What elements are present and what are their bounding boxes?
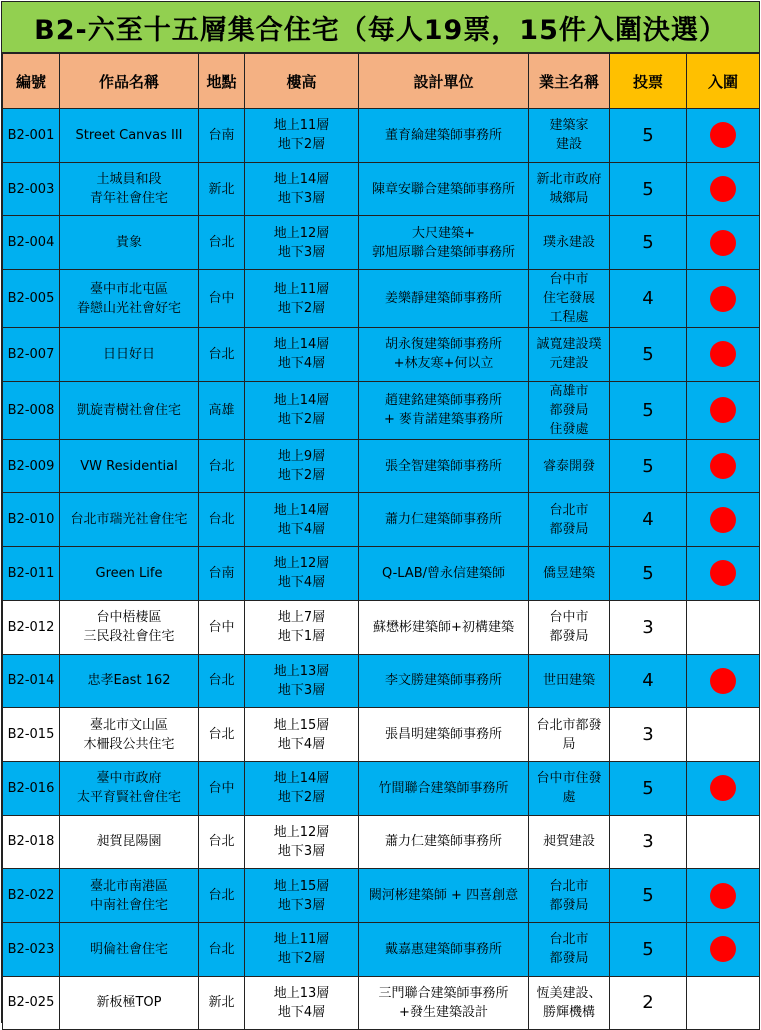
header-name: 作品名稱 — [60, 54, 199, 109]
cell-code: B2-011 — [3, 547, 60, 601]
cell-designer: 蕭力仁建築師事務所 — [359, 493, 529, 547]
table-row — [3, 761, 760, 815]
cell-code: B2-023 — [3, 922, 60, 976]
cell-location: 台中 — [199, 270, 245, 328]
cell-designer: 竹間聯合建築師事務所 — [359, 761, 529, 815]
cell-name: 新板極TOP — [60, 976, 199, 1030]
selected-dot-icon — [710, 286, 736, 312]
table-row — [3, 216, 760, 270]
cell-votes: 5 — [610, 328, 687, 382]
table-body — [3, 109, 760, 1030]
cell-code: B2-022 — [3, 869, 60, 923]
cell-owner: 僑昱建築 — [529, 547, 610, 601]
cell-designer: 張昌明建築師事務所 — [359, 708, 529, 762]
cell-floors: 地上11層 地下2層 — [245, 109, 359, 163]
cell-code: B2-007 — [3, 328, 60, 382]
cell-owner: 台中市 都發局 — [529, 600, 610, 654]
cell-selected — [687, 922, 760, 976]
selected-dot-icon — [710, 560, 736, 586]
table-row — [3, 493, 760, 547]
cell-location: 台中 — [199, 600, 245, 654]
cell-votes: 5 — [610, 869, 687, 923]
table-row — [3, 869, 760, 923]
cell-votes: 3 — [610, 600, 687, 654]
cell-location: 台北 — [199, 815, 245, 869]
cell-designer: 張全智建築師事務所 — [359, 439, 529, 493]
selected-dot-icon — [710, 668, 736, 694]
table-row — [3, 328, 760, 382]
cell-name: 臺北市南港區 中南社會住宅 — [60, 869, 199, 923]
table-row — [3, 547, 760, 601]
cell-owner: 恆美建設、 勝輝機構 — [529, 976, 610, 1030]
cell-name: 明倫社會住宅 — [60, 922, 199, 976]
cell-name: 凱旋青樹社會住宅 — [60, 381, 199, 439]
cell-code: B2-005 — [3, 270, 60, 328]
cell-name: 臺中市政府 太平育賢社會住宅 — [60, 761, 199, 815]
cell-code: B2-012 — [3, 600, 60, 654]
cell-name: VW Residential — [60, 439, 199, 493]
cell-location: 台北 — [199, 439, 245, 493]
cell-code: B2-003 — [3, 162, 60, 216]
cell-code: B2-010 — [3, 493, 60, 547]
cell-location: 台北 — [199, 654, 245, 708]
cell-votes: 5 — [610, 922, 687, 976]
cell-votes: 5 — [610, 439, 687, 493]
cell-selected — [687, 761, 760, 815]
cell-floors: 地上12層 地下4層 — [245, 547, 359, 601]
cell-name: Street Canvas III — [60, 109, 199, 163]
table-row — [3, 654, 760, 708]
cell-code: B2-014 — [3, 654, 60, 708]
cell-selected — [687, 869, 760, 923]
cell-designer: 姜樂靜建築師事務所 — [359, 270, 529, 328]
header-selected: 入圍 — [687, 54, 760, 109]
cell-code: B2-018 — [3, 815, 60, 869]
cell-designer: 三門聯合建築師事務所 +發生建築設計 — [359, 976, 529, 1030]
cell-name: 貴象 — [60, 216, 199, 270]
cell-location: 台南 — [199, 547, 245, 601]
table-row — [3, 815, 760, 869]
cell-designer: 胡永復建築師事務所 +林友寒+何以立 — [359, 328, 529, 382]
cell-designer: 李文勝建築師事務所 — [359, 654, 529, 708]
cell-floors: 地上11層 地下2層 — [245, 270, 359, 328]
cell-owner: 台中市 住宅發展 工程處 — [529, 270, 610, 328]
selected-dot-icon — [710, 936, 736, 962]
cell-selected — [687, 708, 760, 762]
cell-code: B2-001 — [3, 109, 60, 163]
cell-selected — [687, 109, 760, 163]
cell-votes: 4 — [610, 493, 687, 547]
cell-floors: 地上12層 地下3層 — [245, 216, 359, 270]
cell-code: B2-009 — [3, 439, 60, 493]
cell-name: 台北市瑞光社會住宅 — [60, 493, 199, 547]
cell-location: 台南 — [199, 109, 245, 163]
table-row — [3, 109, 760, 163]
cell-code: B2-016 — [3, 761, 60, 815]
cell-location: 台北 — [199, 922, 245, 976]
cell-votes: 4 — [610, 654, 687, 708]
cell-floors: 地上15層 地下4層 — [245, 708, 359, 762]
cell-selected — [687, 328, 760, 382]
cell-name: 台中梧棲區 三民段社會住宅 — [60, 600, 199, 654]
cell-name: 日日好日 — [60, 328, 199, 382]
cell-designer: 闕河彬建築師 + 四喜創意 — [359, 869, 529, 923]
table-row — [3, 708, 760, 762]
cell-owner: 璞永建設 — [529, 216, 610, 270]
cell-floors: 地上14層 地下2層 — [245, 761, 359, 815]
cell-name: 土城員和段 青年社會住宅 — [60, 162, 199, 216]
cell-votes: 2 — [610, 976, 687, 1030]
cell-designer: 蘇懋彬建築師+初構建築 — [359, 600, 529, 654]
cell-code: B2-015 — [3, 708, 60, 762]
cell-owner: 台北市 都發局 — [529, 493, 610, 547]
selected-dot-icon — [710, 397, 736, 423]
cell-location: 台北 — [199, 493, 245, 547]
results-table — [2, 53, 760, 1030]
cell-floors: 地上15層 地下3層 — [245, 869, 359, 923]
header-code: 編號 — [3, 54, 60, 109]
table-row — [3, 976, 760, 1030]
cell-floors: 地上13層 地下3層 — [245, 654, 359, 708]
selected-dot-icon — [710, 341, 736, 367]
cell-floors: 地上14層 地下4層 — [245, 493, 359, 547]
cell-location: 台北 — [199, 708, 245, 762]
cell-floors: 地上14層 地下3層 — [245, 162, 359, 216]
cell-designer: 大尺建築+ 郭旭原聯合建築師事務所 — [359, 216, 529, 270]
cell-owner: 昶賀建設 — [529, 815, 610, 869]
cell-selected — [687, 162, 760, 216]
table-row — [3, 439, 760, 493]
cell-votes: 5 — [610, 109, 687, 163]
selected-dot-icon — [710, 230, 736, 256]
cell-owner: 誠寬建設璞 元建設 — [529, 328, 610, 382]
cell-code: B2-025 — [3, 976, 60, 1030]
selected-dot-icon — [710, 122, 736, 148]
cell-floors: 地上12層 地下3層 — [245, 815, 359, 869]
cell-location: 台北 — [199, 216, 245, 270]
cell-floors: 地上14層 地下4層 — [245, 328, 359, 382]
table-header-row — [3, 54, 760, 109]
cell-owner: 高雄市 都發局 住發處 — [529, 381, 610, 439]
selected-dot-icon — [710, 883, 736, 909]
cell-location: 新北 — [199, 162, 245, 216]
cell-owner: 台北市 都發局 — [529, 869, 610, 923]
selected-dot-icon — [710, 176, 736, 202]
cell-floors: 地上13層 地下4層 — [245, 976, 359, 1030]
header-designer: 設計單位 — [359, 54, 529, 109]
cell-owner: 台北市 都發局 — [529, 922, 610, 976]
cell-votes: 5 — [610, 216, 687, 270]
table-row — [3, 381, 760, 439]
cell-designer: 董育綸建築師事務所 — [359, 109, 529, 163]
cell-name: 臺北市文山區 木柵段公共住宅 — [60, 708, 199, 762]
selected-dot-icon — [710, 507, 736, 533]
header-location: 地點 — [199, 54, 245, 109]
cell-name: Green Life — [60, 547, 199, 601]
cell-votes: 5 — [610, 761, 687, 815]
selected-dot-icon — [710, 775, 736, 801]
selected-dot-icon — [710, 453, 736, 479]
cell-votes: 5 — [610, 162, 687, 216]
cell-votes: 5 — [610, 381, 687, 439]
cell-selected — [687, 654, 760, 708]
header-owner: 業主名稱 — [529, 54, 610, 109]
cell-designer: Q-LAB/曾永信建築師 — [359, 547, 529, 601]
cell-floors: 地上7層 地下1層 — [245, 600, 359, 654]
cell-votes: 3 — [610, 815, 687, 869]
cell-selected — [687, 493, 760, 547]
cell-selected — [687, 547, 760, 601]
cell-votes: 5 — [610, 547, 687, 601]
cell-code: B2-008 — [3, 381, 60, 439]
sheet-title: B2-六至十五層集合住宅（每人19票，15件入圍決選） — [2, 2, 759, 53]
cell-designer: 蕭力仁建築師事務所 — [359, 815, 529, 869]
cell-code: B2-004 — [3, 216, 60, 270]
cell-votes: 3 — [610, 708, 687, 762]
cell-selected — [687, 815, 760, 869]
cell-location: 高雄 — [199, 381, 245, 439]
cell-selected — [687, 976, 760, 1030]
cell-selected — [687, 216, 760, 270]
cell-owner: 建築家 建設 — [529, 109, 610, 163]
cell-name: 忠孝East 162 — [60, 654, 199, 708]
cell-location: 台北 — [199, 328, 245, 382]
cell-location: 台北 — [199, 869, 245, 923]
cell-votes: 4 — [610, 270, 687, 328]
cell-owner: 睿泰開發 — [529, 439, 610, 493]
table-row — [3, 162, 760, 216]
cell-floors: 地上14層 地下2層 — [245, 381, 359, 439]
cell-location: 新北 — [199, 976, 245, 1030]
cell-selected — [687, 439, 760, 493]
cell-name: 臺中市北屯區 眷戀山光社會好宅 — [60, 270, 199, 328]
cell-owner: 台北市都發 局 — [529, 708, 610, 762]
header-floors: 樓高 — [245, 54, 359, 109]
cell-owner: 台中市住發 處 — [529, 761, 610, 815]
cell-selected — [687, 270, 760, 328]
cell-owner: 新北市政府 城鄉局 — [529, 162, 610, 216]
cell-selected — [687, 600, 760, 654]
cell-name: 昶賀昆陽園 — [60, 815, 199, 869]
cell-designer: 趙建銘建築師事務所 + 麥肯諾建築事務所 — [359, 381, 529, 439]
header-votes: 投票 — [610, 54, 687, 109]
cell-designer: 戴嘉惠建築師事務所 — [359, 922, 529, 976]
table-row — [3, 600, 760, 654]
cell-designer: 陳章安聯合建築師事務所 — [359, 162, 529, 216]
cell-location: 台中 — [199, 761, 245, 815]
table-row — [3, 270, 760, 328]
cell-floors: 地上11層 地下2層 — [245, 922, 359, 976]
table-row — [3, 922, 760, 976]
cell-floors: 地上9層 地下2層 — [245, 439, 359, 493]
cell-owner: 世田建築 — [529, 654, 610, 708]
cell-selected — [687, 381, 760, 439]
results-sheet — [1, 1, 760, 1023]
